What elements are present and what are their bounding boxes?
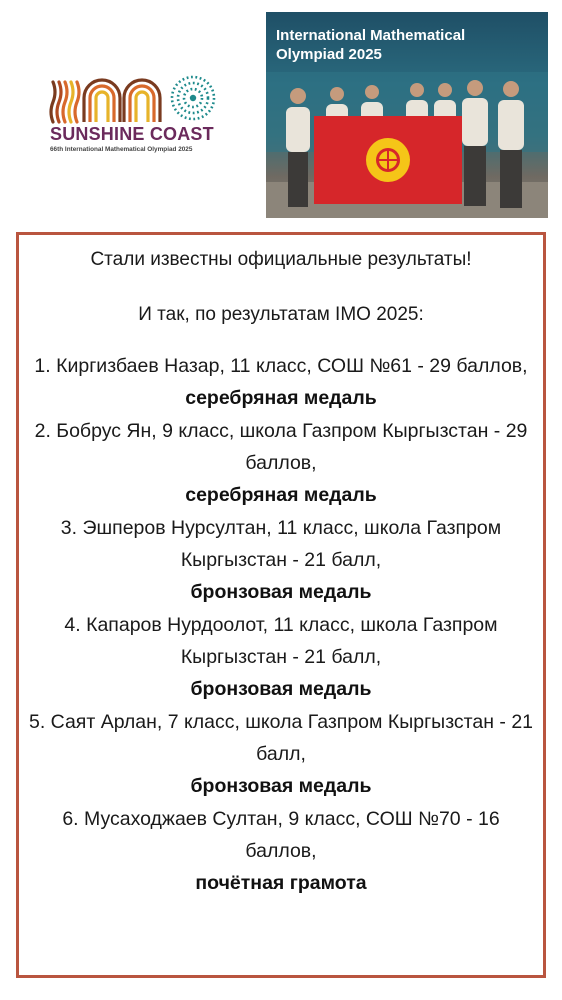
results-intro: Стали известны официальные результаты! bbox=[90, 249, 472, 270]
result-entry-text: 1. Киргизбаев Назар, 11 класс, СОШ №61 - 29 баллов, bbox=[34, 355, 528, 377]
result-award: почётная грамота bbox=[195, 872, 367, 894]
result-entry-text: 2. Бобрус Ян, 9 класс, школа Газпром Кыргызстан - 29 баллов, bbox=[34, 420, 528, 474]
results-list bbox=[19, 350, 543, 900]
result-entry bbox=[19, 609, 543, 706]
result-award: серебряная медаль bbox=[185, 484, 377, 506]
result-award: бронзовая медаль bbox=[190, 678, 372, 700]
imo-logo bbox=[48, 68, 228, 163]
result-entry bbox=[19, 512, 543, 609]
photo-caption: International Mathematical Olympiad 2025 bbox=[276, 27, 466, 63]
results-box bbox=[16, 232, 546, 978]
result-entry-text: 3. Эшперов Нурсултан, 11 класс, школа Газпром Кыргызстан - 21 балл, bbox=[60, 517, 502, 571]
result-award: бронзовая медаль bbox=[190, 775, 372, 797]
logo-title: SUNSHINE COAST bbox=[50, 124, 214, 144]
result-entry bbox=[19, 803, 543, 900]
result-entry bbox=[19, 415, 543, 512]
logo-subtitle: 66th International Mathematical Olympiad 2025 bbox=[50, 146, 193, 153]
result-entry-text: 4. Капаров Нурдоолот, 11 класс, школа Газпром Кыргызстан - 21 балл, bbox=[64, 614, 498, 668]
result-entry bbox=[19, 706, 543, 803]
result-entry-text: 6. Мусаходжаев Султан, 9 класс, СОШ №70 - 16 баллов, bbox=[62, 808, 500, 862]
team-photo bbox=[266, 12, 548, 218]
results-subintro: И так, по результатам IMO 2025: bbox=[138, 304, 424, 325]
result-award: серебряная медаль bbox=[185, 387, 377, 409]
result-award: бронзовая медаль bbox=[190, 581, 372, 603]
result-entry-text: 5. Саят Арлан, 7 класс, школа Газпром Кыргызстан - 21 балл, bbox=[28, 711, 534, 765]
imo-sunshine-coast-logo-icon bbox=[48, 68, 224, 124]
result-entry bbox=[19, 350, 543, 415]
